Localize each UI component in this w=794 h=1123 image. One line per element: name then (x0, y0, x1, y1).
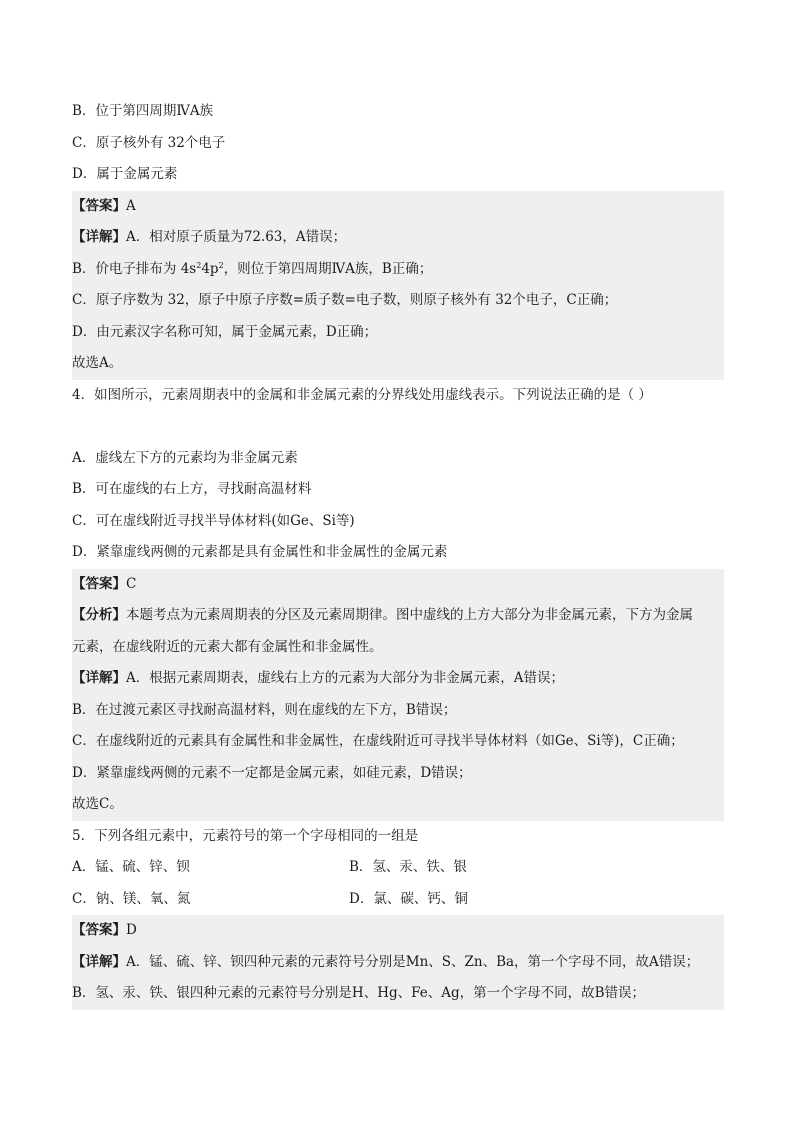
q4-stem: 4．如图所示，元素周期表中的金属和非金属元素的分界线处用虚线表示。下列说法正确的是（ ） (72, 386, 652, 403)
q5-detail-line (72, 947, 724, 979)
q4-solution-block (72, 569, 724, 821)
q5-options-row-1 (72, 852, 724, 884)
superscript: 2 (218, 260, 224, 270)
q4-option-b: B．可在虚线的右上方，寻找耐高温材料 (72, 481, 312, 497)
detail-b-pre: B．价电子排布为 4s (72, 260, 197, 277)
detail-b-mid: 4p (201, 260, 219, 277)
q4-detail-c: C．在虚线附近的元素具有金属性和非金属性，在虚线附近可寻找半导体材料（如Ge、Si等)，C正确； (72, 733, 684, 749)
q3-option-c: C．原子核外有 32个电子 (72, 134, 226, 151)
analysis-text: 本题考点为元素周期表的分区及元素周期律。图中虚线的上方大部分为非金属元素，下方为金属 (126, 607, 693, 623)
detail-tag: 【详解】 (72, 670, 126, 686)
q4-conclusion: 故选C。 (72, 796, 123, 812)
q4-option-d: D．紧靠虚线两侧的元素都是具有金属性和非金属性的金属元素 (72, 544, 448, 560)
q4-figure-space (72, 411, 724, 443)
detail-tag: 【详解】 (72, 953, 126, 970)
q3-option-b: B．位于第四周期ⅣA族 (72, 103, 214, 119)
q3-detail-c: C．原子序数为 32，原子中原子序数=质子数=电子数，则原子核外有 32个电子，C正确； (72, 292, 618, 308)
q3-option-d: D．属于金属元素 (72, 166, 178, 182)
q4-detail-d: D．紧靠虚线两侧的元素不一定都是金属元素，如硅元素，D错误； (72, 764, 472, 781)
document-page (72, 96, 724, 1010)
detail-text: A．根据元素周期表，虚线右上方的元素为大部分为非金属元素，A错误； (126, 670, 564, 686)
q5-option-a: A．锰、硫、锌、钡 (72, 859, 190, 875)
q3-solution-block (72, 191, 724, 380)
analysis-tag: 【分析】 (72, 607, 126, 623)
q5-options-row-2 (72, 884, 724, 916)
q3-detail-line (72, 222, 724, 254)
q5-stem: 5．下列各组元素中，元素符号的第一个字母相同的一组是 (72, 827, 419, 844)
detail-text: A．锰、硫、锌、钡四种元素的元素符号分别是Mn、S、Zn、Ba，第一个字母不同，故A错误； (126, 953, 700, 970)
detail-b-post: ，则位于第四周期ⅣA族，B正确； (223, 260, 433, 277)
q4-analysis-cont: 元素，在虚线附近的元素大都有金属性和非金属性。 (72, 638, 383, 655)
answer-value: A (126, 197, 136, 214)
q4-analysis (72, 600, 724, 632)
q3-conclusion: 故选A。 (72, 355, 123, 371)
answer-tag: 【答案】 (72, 922, 126, 938)
detail-tag: 【详解】 (72, 229, 126, 245)
q5-option-d: D．氯、碳、钙、铜 (349, 890, 468, 907)
q5-option-b: B．氢、汞、铁、银 (349, 859, 467, 875)
q4-detail-b: B．在过渡元素区寻找耐高温材料，则在虚线的左下方，B错误； (72, 701, 457, 718)
q4-option-c: C．可在虚线附近寻找半导体材料(如Ge、Si等) (72, 512, 355, 529)
answer-value: C (126, 575, 137, 592)
answer-value: D (126, 922, 137, 938)
superscript: 2 (196, 260, 202, 270)
q3-detail-d: D．由元素汉字名称可知，属于金属元素，D正确； (72, 323, 378, 340)
detail-text: A．相对原子质量为72.63，A错误； (126, 229, 347, 245)
q5-solution-block (72, 915, 724, 1010)
q4-detail-line (72, 663, 724, 695)
q4-answer (72, 569, 724, 601)
q4-option-a: A．虚线左下方的元素均为非金属元素 (72, 449, 298, 466)
q5-answer (72, 915, 724, 947)
q5-option-c: C．钠、镁、氧、氮 (72, 890, 191, 907)
answer-tag: 【答案】 (72, 197, 126, 214)
q5-detail-b: B．氢、汞、铁、银四种元素的元素符号分别是H、Hg、Fe、Ag，第一个字母不同，故B错误； (72, 985, 646, 1001)
q3-detail-b (72, 254, 724, 286)
answer-tag: 【答案】 (72, 575, 126, 592)
q3-answer (72, 191, 724, 223)
